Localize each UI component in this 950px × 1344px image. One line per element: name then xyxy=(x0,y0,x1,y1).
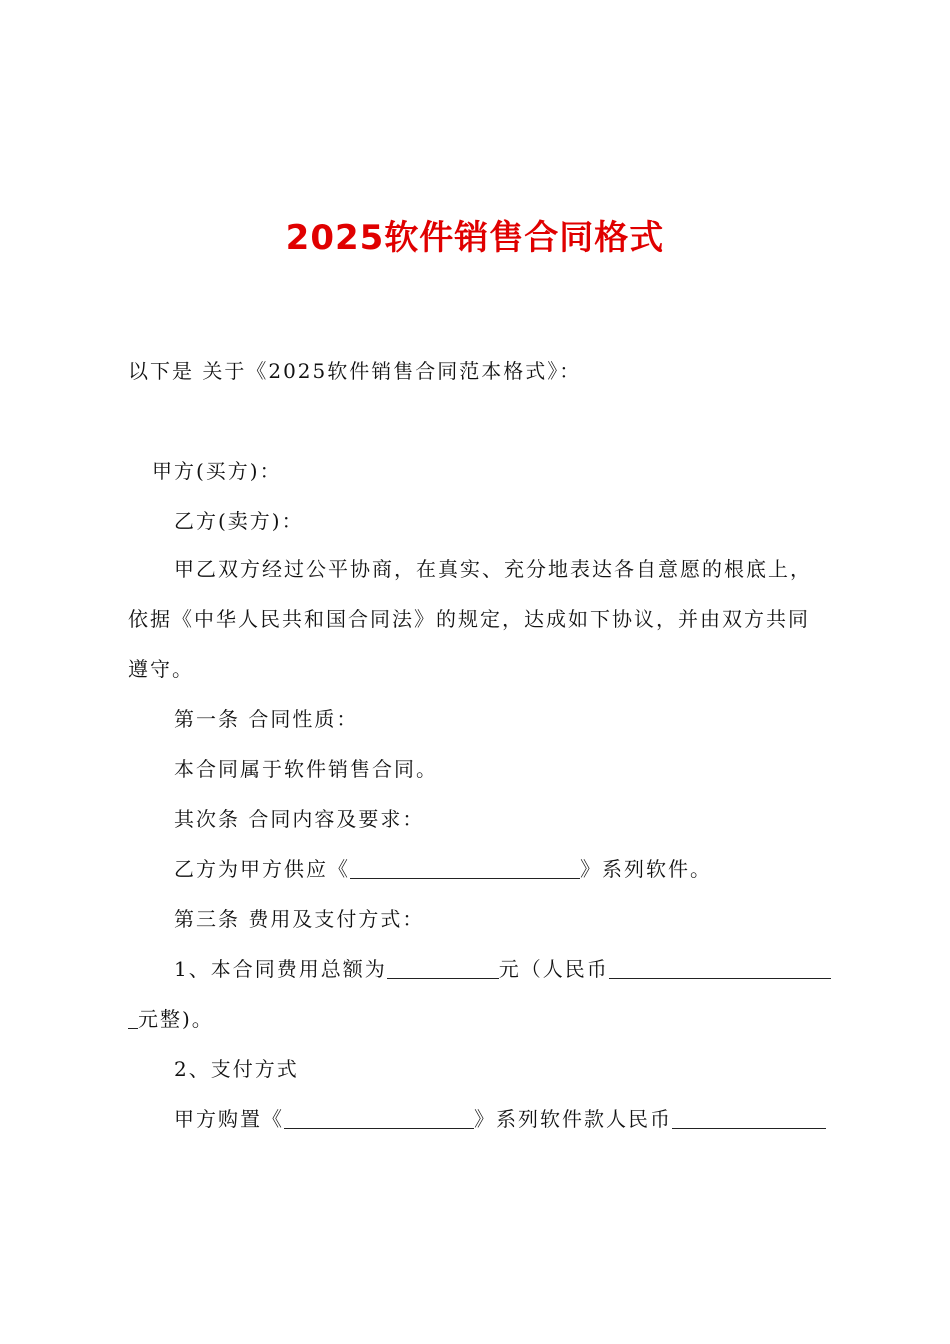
item-1-continued xyxy=(128,1003,214,1032)
total-amount-blank xyxy=(387,958,499,979)
item-1-line xyxy=(174,953,831,982)
article-1-heading: 第一条 合同性质： xyxy=(174,707,359,731)
document-title: 2025软件销售合同格式 xyxy=(285,218,665,258)
purchase-amount-blank xyxy=(672,1108,826,1129)
item-1-text-mid: 元（人民币 xyxy=(498,957,609,981)
item-1-text-start: 1、本合同费用总额为 xyxy=(174,957,387,981)
article-3-heading: 第三条 费用及支付方式： xyxy=(174,907,425,931)
article-2-heading: 其次条 合同内容及要求： xyxy=(174,807,425,831)
article-2-text xyxy=(174,853,712,882)
item-2-line: 2、支付方式 xyxy=(174,1057,299,1081)
purchase-text-start: 甲方购置《 xyxy=(174,1107,284,1131)
purchase-software-blank xyxy=(284,1108,474,1129)
rmb-amount-blank xyxy=(609,958,831,979)
item-1-text-end: 元整)。 xyxy=(138,1007,214,1031)
article-2-text-start: 乙方为甲方供应《 xyxy=(174,857,350,881)
purchase-text-end: 》系列软件款人民币 xyxy=(474,1107,672,1131)
software-name-blank xyxy=(350,858,580,879)
article-2-text-end: 》系列软件。 xyxy=(580,857,712,881)
article-1-text: 本合同属于软件销售合同。 xyxy=(174,757,438,781)
preamble-line-2: 依据《中华人民共和国合同法》的规定，达成如下协议，并由双方共同 xyxy=(128,607,810,631)
preamble-line-3: 遵守。 xyxy=(128,657,194,681)
intro-line: 以下是 关于《2025软件销售合同范本格式》： xyxy=(128,359,582,383)
party-b-line: 乙方(卖方)： xyxy=(174,509,304,533)
purchase-line xyxy=(174,1103,826,1132)
preamble-line-1: 甲乙双方经过公平协商，在真实、充分地表达各自意愿的根底上， xyxy=(174,557,812,581)
rmb-amount-blank-end xyxy=(128,1008,138,1029)
party-a-line: 甲方(买方)： xyxy=(152,459,282,483)
